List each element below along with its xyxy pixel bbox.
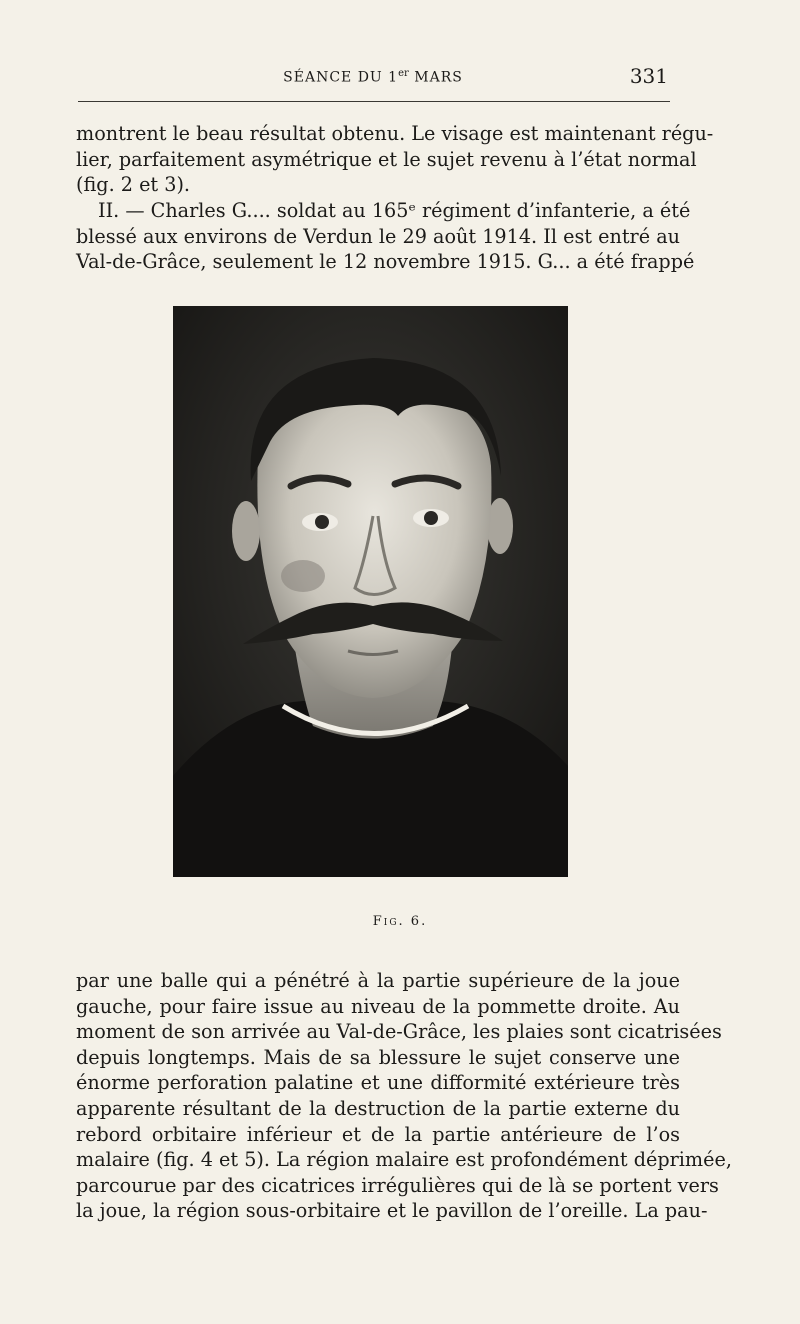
text-line: moment de son arrivée au Val-de-Grâce, les plaies sont cicatrisées [76, 1020, 722, 1044]
text-line: parcourue par des cicatrices irrégulières qui de là se portent vers [76, 1173, 719, 1197]
text-line: blessé aux environs de Verdun le 29 août 1914. Il est entré au [76, 224, 680, 248]
case-paragraph [76, 198, 695, 275]
text-line: par une balle qui a pénétré à la partie supérieure de la joue [76, 969, 680, 992]
top-paragraph [76, 121, 714, 198]
text-line: Val-de-Grâce, seulement le 12 novembre 1915. G... a été frappé [76, 250, 695, 274]
header-rule [78, 101, 670, 102]
running-head-title-suffix: MARS [408, 69, 463, 86]
text-line: la joue, la région sous-orbitaire et le pavillon de l’oreille. La pau- [76, 1199, 708, 1223]
text-line: malaire (fig. 4 et 5). La région malaire est profondément déprimée, [76, 1148, 732, 1172]
running-head [78, 64, 668, 88]
portrait-illustration [173, 306, 568, 877]
text-line: apparente résultant de la destruction de la partie externe du [76, 1096, 680, 1120]
portrait-photograph [173, 306, 568, 877]
page-number: 331 [629, 64, 668, 88]
text-line: depuis longtemps. Mais de sa blessure le sujet conserve une [76, 1045, 680, 1069]
text-line: (fig. 2 et 3). [76, 173, 191, 197]
running-head-title-prefix: SÉANCE DU 1 [283, 69, 399, 86]
bottom-paragraph [76, 968, 732, 1224]
running-head-title-sup: er [398, 68, 409, 79]
text-line: énorme perforation palatine et une difformité extérieure très [76, 1071, 680, 1095]
text-line: rebord orbitaire inférieur et de la partie antérieure de l’os [76, 1122, 680, 1146]
running-head-title [78, 68, 668, 86]
text-line: gauche, pour faire issue au niveau de la pommette droite. Au [76, 994, 680, 1018]
figure-caption: Fig. 6. [372, 914, 428, 929]
text-line: lier, parfaitement asymétrique et le sujet revenu à l’état normal [76, 147, 697, 171]
text-line: montrent le beau résultat obtenu. Le visage est maintenant régu- [76, 122, 714, 145]
text-line: II. — Charles G.... soldat au 165ᵉ régiment d’infanterie, a été [98, 199, 691, 222]
